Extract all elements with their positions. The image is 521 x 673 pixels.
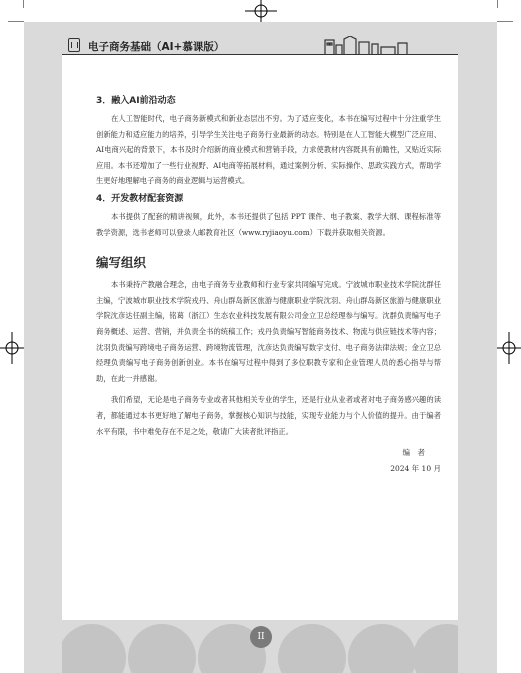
corner-mark-top-right <box>497 0 521 22</box>
corner-mark-top-left <box>0 0 24 22</box>
book-icon <box>68 38 80 52</box>
crop-mark-right <box>497 332 521 364</box>
page-content <box>96 95 441 477</box>
crop-mark-left <box>0 332 24 364</box>
building-skyline-icon <box>323 36 415 55</box>
heading-resources: 4．开发教材配套资源 <box>96 193 184 204</box>
paragraph-closing: 我们希望，无论是电子商务专业或者其他相关专业的学生，还是行业从业者或者对电子商务感兴趣的读者，都能通过本书更好地了解电子商务，掌握核心知识与技能，实现专业能力与个人价值的提升。由于编者水平有限，书中难免存在不足之处，敬请广大读者批评指正。 <box>96 395 441 436</box>
header-book-title: 电子商务基础（AI+慕课版） <box>88 41 225 53</box>
signature-author: 编 者 <box>402 448 425 458</box>
heading-ai-trends: 3．融入AI前沿动态 <box>96 96 176 106</box>
heading-organization: 编写组织 <box>96 255 147 271</box>
paragraph-organization: 本书秉持产教融合理念，由电子商务专业教师和行业专家共同编写完成。宁波城市职业技术学院沈群任主编，宁波城市职业技术学院戎丹、舟山群岛新区旅游与健康职业学院沈羽、舟山群岛新区旅游与健康职业学院沈彦达任副主编，铭葛（浙江）生态农业科技发展有限公司金立卫总经理参与编写。沈群负责编写电子商务概述、运营、营销，并负责全书的统稿工作；戎丹负责编写智能商务技术、物流与供应链技术等内容；沈羽负责编写跨境电子商务运营、跨境物流管理，沈彦达负责编写数字支付、电子商务法律法规；金立卫总经理负责编写电子商务创新创业。本书在编写过程中得到了多位职教专家和企业管理人员的悉心指导与帮助，在此一并感谢。 <box>96 280 441 383</box>
signature-date: 2024 年 10 月 <box>390 464 441 474</box>
paragraph-resources: 本书提供了配套的精讲视频，此外，本书还提供了包括 PPT 课件、电子教案、教学大纲、课程标准等教学资源，选书老师可以登录人邮教育社区（www.ryjiaoyu.com）下载并获取相关资源。 <box>96 211 441 237</box>
page-number: II <box>250 626 272 648</box>
crop-mark-top <box>245 0 277 22</box>
header-rule <box>62 54 458 55</box>
paragraph-ai-trends: 在人工智能时代，电子商务新模式和新业态层出不穷。为了适应变化，本书在编写过程中十分注重学生创新能力和适应能力的培养，引导学生关注电子商务行业最新的动态。特别是在人工智能大模型广泛应用、AI电商兴起的背景下，本书及时介绍新的商业模式和营销手段，力求使教材内容既具有前瞻性，又贴近实际应用。本书还增加了一些行业视野、AI电商等拓展材料，通过案例分析、实际操作、思政实践方式，帮助学生更好地理解电子商务的商业逻辑与运营模式。 <box>96 114 441 186</box>
